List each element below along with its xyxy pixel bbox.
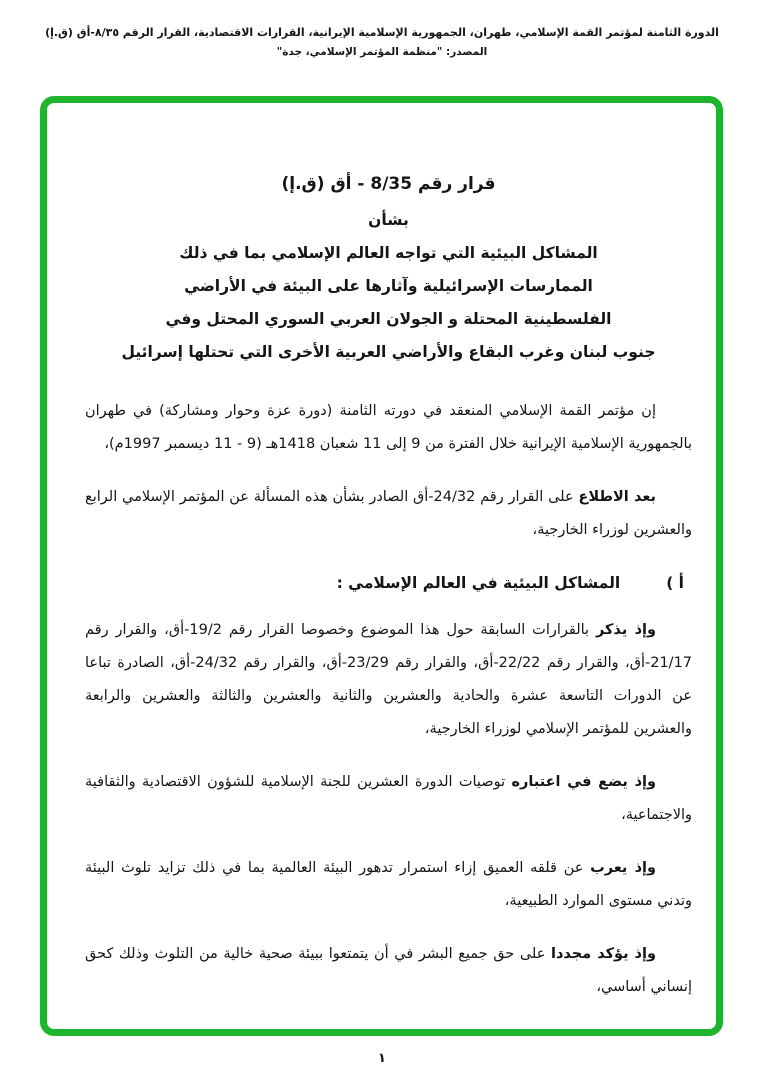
- page-number: ١: [378, 1051, 386, 1066]
- taking-into-account-paragraph-text: توصيات الدورة العشرين للجنة الإسلامية للشؤون الاقتصادية والثقافية والاجتماعية،: [85, 774, 692, 823]
- section-a-title: المشاكل البيئية في العالم الإسلامي :: [336, 574, 621, 592]
- resolution-subject-line-4: جنوب لبنان وغرب البقاع والأراضي العربية الأخرى التي تحتلها إسرائيل: [121, 343, 656, 361]
- reaffirming-right-paragraph: [85, 938, 692, 1004]
- resolution-subject-line-1: المشاكل البيئية التي تواجه العالم الإسلامي بما في ذلك: [179, 244, 598, 262]
- reaffirming-right-paragraph-text: على حق جميع البشر في أن يتمتعوا ببيئة صحية خالية من التلوث وذلك كحق إنساني أساسي،: [85, 946, 692, 995]
- reaffirming-right-paragraph-lead: وإذ يؤكد مجددا: [550, 946, 656, 962]
- recalling-resolutions-paragraph: [85, 614, 692, 746]
- taking-into-account-paragraph: [85, 766, 692, 832]
- preamble-paragraph-text: إن مؤتمر القمة الإسلامي المنعقد في دورته الثامنة (دورة عزة وحوار ومشاركة) في طهران بالجمهورية الإسلامية الإيرانية خلال الفترة من 9 إلى 11 شعبان 1418هـ (9 - 11 ديسمبر 1997م)،: [85, 403, 692, 452]
- section-a-marker: أ ): [666, 574, 684, 592]
- expressing-concern-paragraph-lead: وإذ يعرب: [590, 860, 656, 876]
- green-border-frame: [40, 96, 723, 1036]
- document-header-session-line: الدورة الثامنة لمؤتمر القمة الإسلامي، طهران، الجمهورية الإسلامية الإيرانية، القرارات الاقتصادية، القرار الرقم ٨/٣٥-أق (ق.إ): [45, 26, 719, 39]
- resolution-subject-label: بشأن: [368, 211, 409, 229]
- expressing-concern-paragraph: [85, 852, 692, 918]
- resolution-page-content: [47, 103, 716, 1029]
- expressing-concern-paragraph-text: عن قلقه العميق إزاء استمرار تدهور البيئة العالمية بما في ذلك تزايد تلوث البيئة وتدني مستوى الموارد الطبيعية،: [85, 860, 692, 909]
- document-header-source-line: المصدر: "منظمة المؤتمر الإسلامي، جدة": [276, 46, 488, 58]
- resolution-subject-line-2: الممارسات الإسرائيلية وآثارها على البيئة في الأراضي: [184, 277, 593, 295]
- having-reviewed-paragraph-lead: بعد الاطلاع: [578, 489, 656, 505]
- document-header: [0, 26, 764, 58]
- section-a-heading: [85, 567, 692, 600]
- resolution-subject-line-3: الفلسطينية المحتلة و الجولان العربي السوري المحتل وفي: [165, 310, 612, 328]
- recalling-resolutions-paragraph-text: بالقرارات السابقة حول هذا الموضوع وخصوصا القرار رقم 19/2-أق، والقرار رقم 21/17-أق، والقرار رقم 22/22-أق، والقرار رقم 23/29-أق، والقرار رقم 24/32-أق، الصادرة تباعا عن الدورات التاسعة عشرة والحادية والعشرين والثانية والعشرين والثالثة والعشرين والرابعة والعشرين للمؤتمر الإسلامي لوزراء الخارجية،: [85, 622, 693, 737]
- resolution-title-block: [85, 167, 692, 369]
- preamble-paragraph: [85, 395, 692, 461]
- recalling-resolutions-paragraph-lead: وإذ يذكر: [595, 622, 657, 638]
- taking-into-account-paragraph-lead: وإذ يضع في اعتباره: [511, 774, 656, 790]
- having-reviewed-paragraph: [85, 481, 692, 547]
- having-reviewed-paragraph-text: على القرار رقم 24/32-أق الصادر بشأن هذه المسألة عن المؤتمر الإسلامي الرابع والعشرين لوزراء الخارجية،: [85, 489, 692, 538]
- resolution-number-title: قرار رقم 8/35 - أق (ق.إ): [281, 174, 496, 194]
